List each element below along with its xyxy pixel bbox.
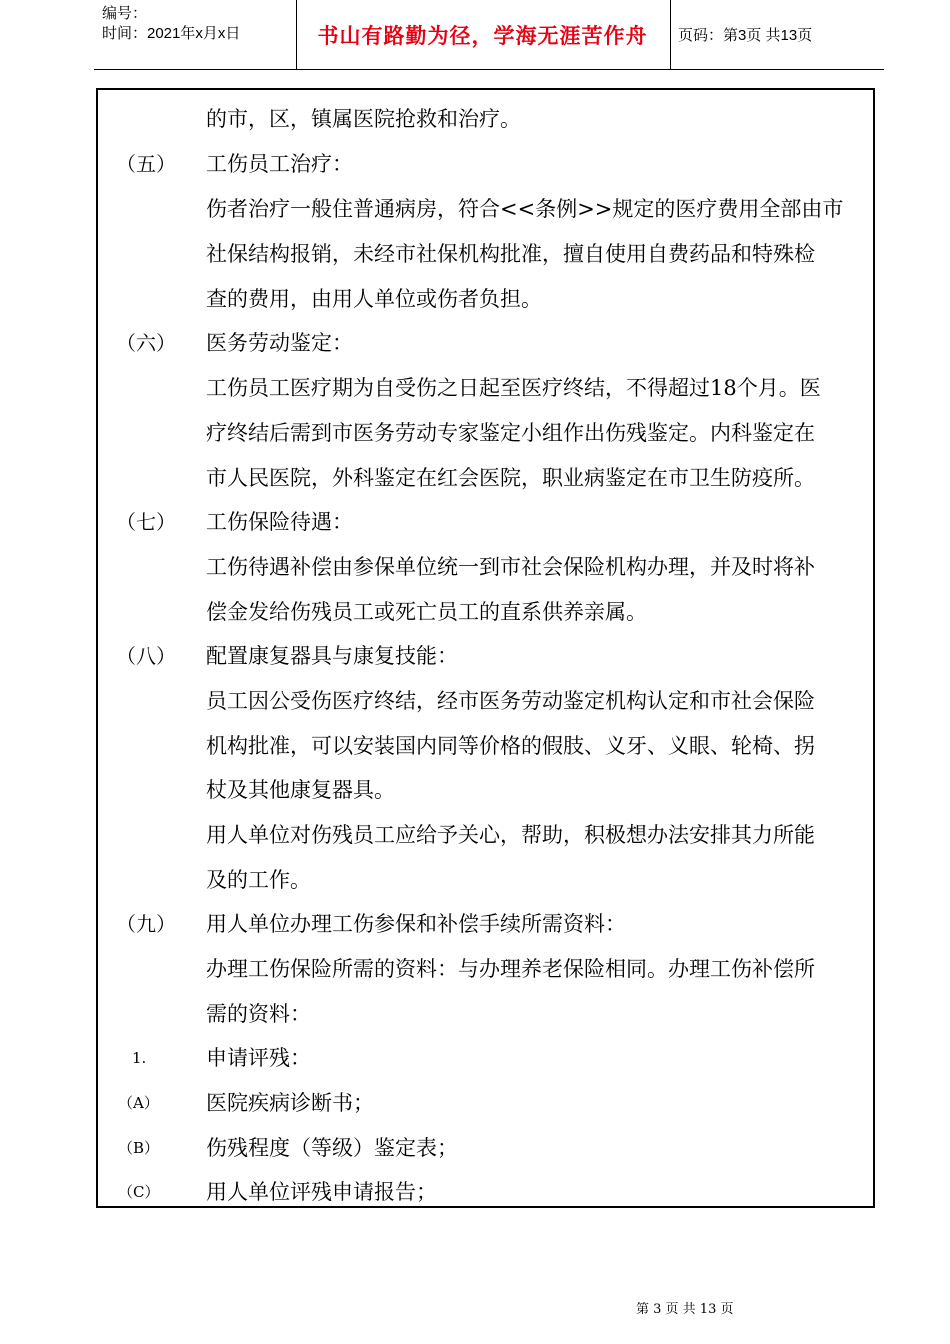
section-heading-9: 用人单位办理工伤参保和补偿手续所需资料： bbox=[206, 912, 626, 936]
line-text: 社保结构报销，未经市社保机构批准，擅自使用自费药品和特殊检 bbox=[206, 242, 815, 266]
item-text-a: 医院疾病诊断书； bbox=[206, 1091, 374, 1115]
item-heading-1: 申请评残： bbox=[206, 1046, 311, 1070]
page-footer: 第 3 页 共 13 页 bbox=[636, 1302, 734, 1317]
header-meta bbox=[102, 4, 292, 44]
page-header bbox=[94, 0, 884, 70]
section-heading-5: 工伤员工治疗： bbox=[206, 152, 353, 176]
line-text: 办理工伤保险所需的资料：与办理养老保险相同。办理工伤补偿所 bbox=[206, 957, 815, 981]
serial-label: 编号： bbox=[102, 5, 148, 22]
line-text: 查的费用，由用人单位或伤者负担。 bbox=[206, 287, 542, 311]
line-text: 用人单位对伤残员工应给予关心，帮助，积极想办法安排其力所能 bbox=[206, 823, 815, 847]
item-text-c: 用人单位评残申请报告； bbox=[206, 1180, 437, 1204]
line-text: 需的资料： bbox=[206, 1002, 311, 1026]
line-text: 工伤待遇补偿由参保单位统一到市社会保险机构办理，并及时将补 bbox=[206, 555, 815, 579]
section-marker-8: （八） bbox=[116, 644, 176, 668]
line-text: 机构批准，可以安装国内同等价格的假肢、义牙、义眼、轮椅、拐 bbox=[206, 734, 815, 758]
line-text: 伤者治疗一般住普通病房，符合<<条例>>规定的医疗费用全部由市 bbox=[206, 197, 844, 221]
header-motto: 书山有路勤为径，学海无涯苦作舟 bbox=[317, 23, 648, 48]
header-divider bbox=[670, 0, 671, 69]
item-marker-a: （A） bbox=[118, 1094, 159, 1112]
line-text: 及的工作。 bbox=[206, 868, 311, 892]
item-marker-c: （C） bbox=[118, 1183, 160, 1201]
section-marker-7: （七） bbox=[116, 510, 176, 534]
line-text: 偿金发给伤残员工或死亡员工的直系供养亲属。 bbox=[206, 600, 647, 624]
section-heading-8: 配置康复器具与康复技能： bbox=[206, 644, 458, 668]
line-text: 疗终结后需到市医务劳动专家鉴定小组作出伤残鉴定。内科鉴定在 bbox=[206, 421, 815, 445]
item-marker-1: 1. bbox=[132, 1049, 147, 1067]
line-text: 的市，区，镇属医院抢救和治疗。 bbox=[206, 107, 521, 131]
item-text-b: 伤残程度（等级）鉴定表； bbox=[206, 1136, 458, 1160]
section-marker-5: （五） bbox=[116, 152, 176, 176]
section-marker-9: （九） bbox=[116, 912, 176, 936]
time-label: 时间：2021年x月x日 bbox=[102, 25, 241, 42]
item-marker-b: （B） bbox=[118, 1139, 160, 1157]
line-text: 工伤员工医疗期为自受伤之日起至医疗终结，不得超过18个月。医 bbox=[206, 376, 821, 400]
line-text: 市人民医院，外科鉴定在红会医院，职业病鉴定在市卫生防疫所。 bbox=[206, 466, 815, 490]
header-page-label: 页码：第3页 共13页 bbox=[678, 27, 813, 44]
section-heading-7: 工伤保险待遇： bbox=[206, 510, 353, 534]
section-heading-6: 医务劳动鉴定： bbox=[206, 331, 353, 355]
line-text: 杖及其他康复器具。 bbox=[206, 778, 395, 802]
section-marker-6: （六） bbox=[116, 331, 176, 355]
line-text: 员工因公受伤医疗终结，经市医务劳动鉴定机构认定和市社会保险 bbox=[206, 689, 815, 713]
